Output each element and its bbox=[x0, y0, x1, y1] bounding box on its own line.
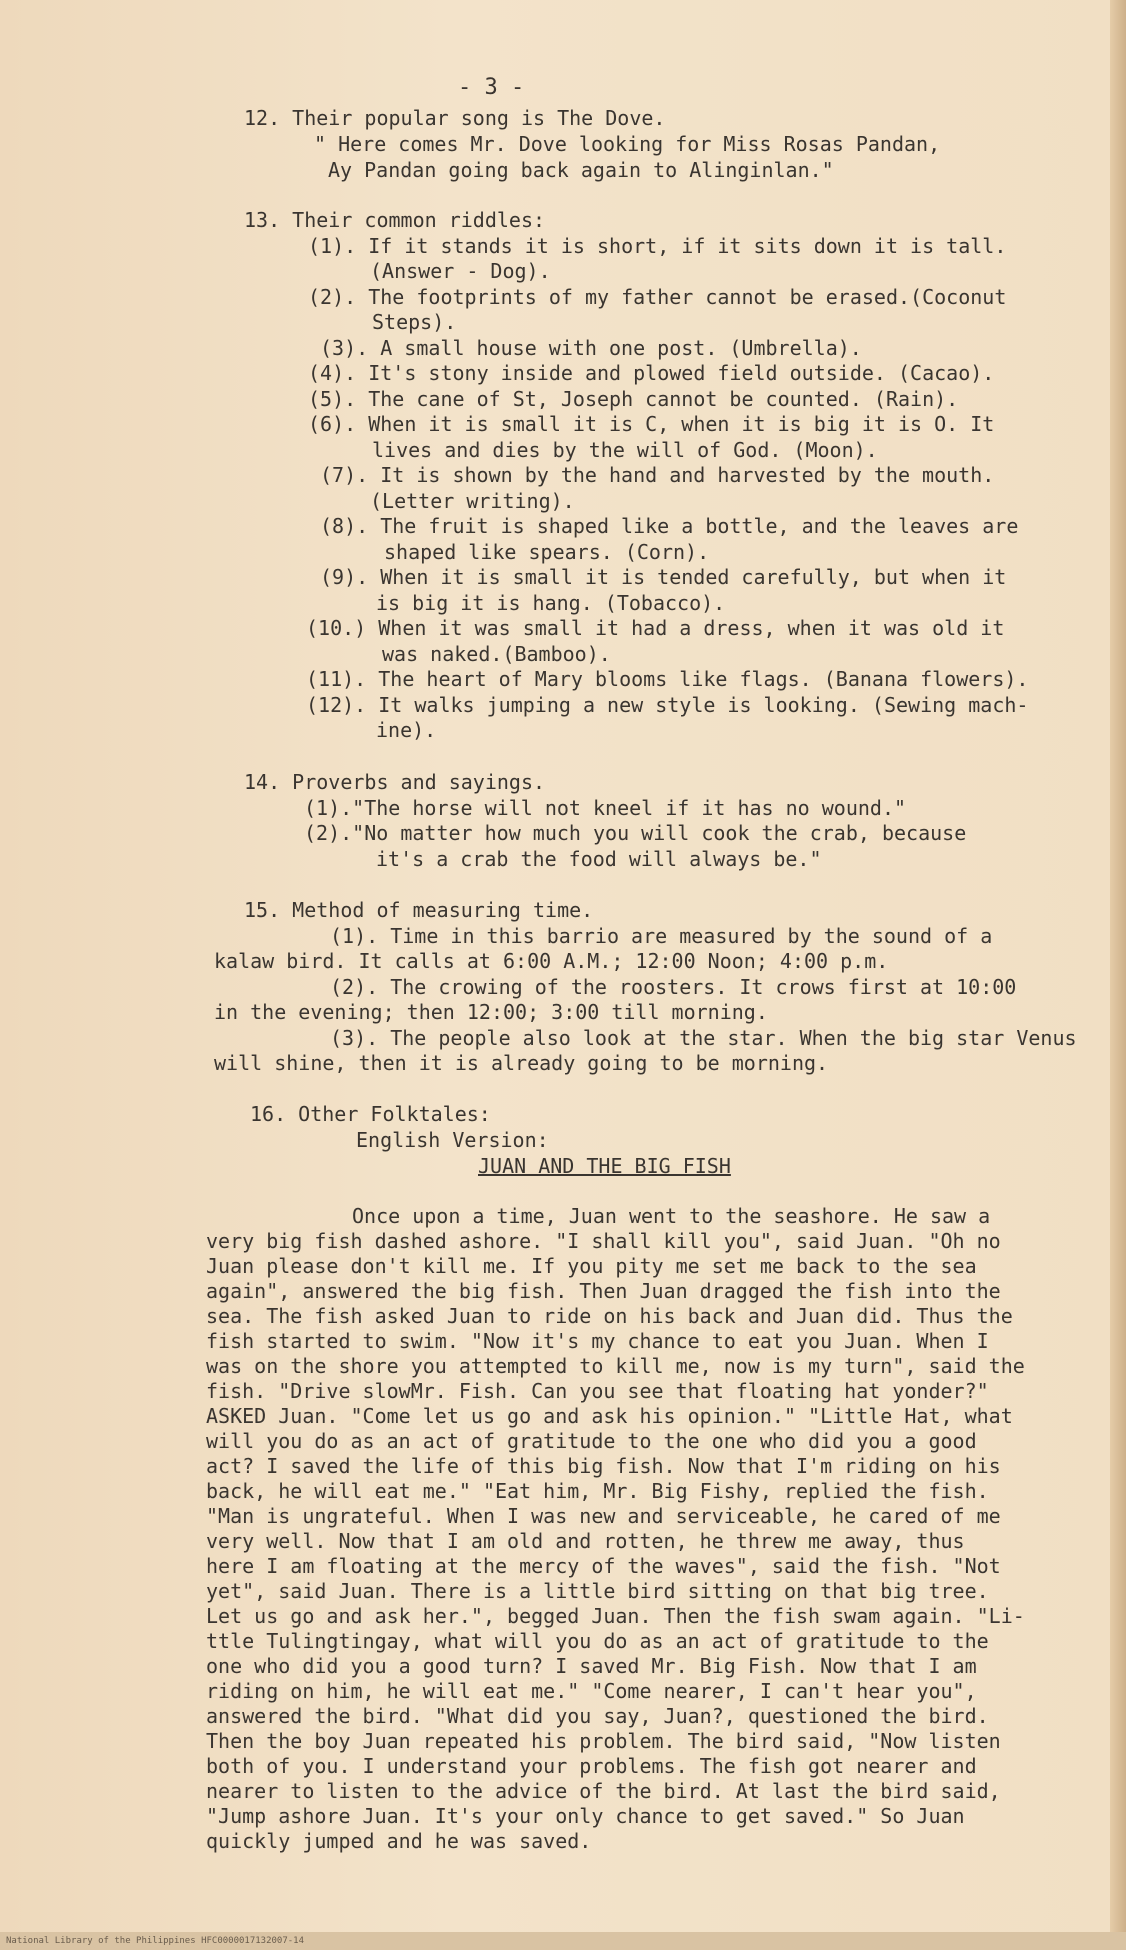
story-line: Then the boy Juan repeated his problem. The bird said, "Now listen bbox=[206, 1729, 1001, 1753]
story-line: both of you. I understand your problems. The fish got nearer and bbox=[206, 1754, 977, 1778]
song-line: Ay Pandan going back again to Alinginlan." bbox=[328, 158, 834, 182]
riddle-line: (Letter writing). bbox=[370, 489, 575, 513]
riddle-line: (5). The cane of St, Joseph cannot be counted. (Rain). bbox=[308, 387, 959, 411]
riddle-line: (1). If it stands it is short, if it sits down it is tall. bbox=[308, 234, 1007, 258]
story-line: very big fish dashed ashore. "I shall kill you", said Juan. "Oh no bbox=[206, 1229, 1001, 1253]
riddle-line: (2). The footprints of my father cannot be erased.(Coconut bbox=[308, 285, 1007, 309]
riddle-line: (12). It walks jumping a new style is looking. (Sewing mach- bbox=[306, 693, 1029, 717]
time-line: (1). Time in this barrio are measured by the sound of a bbox=[330, 924, 993, 948]
story-line: again", answered the big fish. Then Juan dragged the fish into the bbox=[206, 1279, 1001, 1303]
story-line: fish. "Drive slowMr. Fish. Can you see that floating hat yonder?" bbox=[206, 1379, 989, 1403]
riddle-line: is big it is hang. (Tobacco). bbox=[376, 591, 726, 615]
story-line: was on the shore you attempted to kill me, now is my turn", said the bbox=[206, 1354, 1025, 1378]
page-number: - 3 - bbox=[458, 75, 525, 100]
story-line: "Jump ashore Juan. It's your only chance to get saved." So Juan bbox=[206, 1804, 965, 1828]
story-line: Let us go and ask her.", begged Juan. Then the fish swam again. "Li- bbox=[206, 1604, 1025, 1628]
story-line: back, he will eat me." "Eat him, Mr. Big Fishy, replied the fish. bbox=[206, 1479, 989, 1503]
section-13-heading: 13. Their common riddles: bbox=[244, 208, 546, 232]
section-16-heading: 16. Other Folktales: bbox=[250, 1102, 491, 1126]
section-14-heading: 14. Proverbs and sayings. bbox=[244, 770, 546, 794]
riddle-line: (3). A small house with one post. (Umbrella). bbox=[320, 336, 862, 360]
story-line: sea. The fish asked Juan to ride on his back and Juan did. Thus the bbox=[206, 1304, 1013, 1328]
section-16-subheading: English Version: bbox=[356, 1128, 549, 1152]
riddle-line: ine). bbox=[376, 718, 437, 742]
time-line: (2). The crowing of the roosters. It crows first at 10:00 bbox=[330, 975, 1017, 999]
riddle-line: (4). It's stony inside and plowed field outside. (Cacao). bbox=[308, 361, 995, 385]
proverb-line: (1)."The horse will not kneel if it has no wound." bbox=[304, 796, 907, 820]
story-line: ASKED Juan. "Come let us go and ask his opinion." "Little Hat, what bbox=[206, 1404, 1013, 1428]
riddle-line: (9). When it is small it is tended carefully, but when it bbox=[320, 565, 1007, 589]
story-line: act? I saved the life of this big fish. Now that I'm riding on his bbox=[206, 1454, 1001, 1478]
story-line: fish started to swim. "Now it's my chance to eat you Juan. When I bbox=[206, 1329, 989, 1353]
riddle-line: lives and dies by the will of God. (Moon). bbox=[372, 438, 878, 462]
section-15-heading: 15. Method of measuring time. bbox=[244, 898, 594, 922]
song-line: " Here comes Mr. Dove looking for Miss Rosas Pandan, bbox=[314, 132, 941, 156]
riddle-line: (6). When it is small it is C, when it is big it is O. It bbox=[308, 412, 995, 436]
story-line: Juan please don't kill me. If you pity me set me back to the sea bbox=[206, 1254, 977, 1278]
story-line: quickly jumped and he was saved. bbox=[206, 1829, 592, 1853]
riddle-line: (Answer - Dog). bbox=[370, 259, 551, 283]
story-line: nearer to listen to the advice of the bird. At last the bird said, bbox=[206, 1779, 1001, 1803]
section-12-heading: 12. Their popular song is The Dove. bbox=[244, 106, 666, 130]
story-line: ttle Tulingtingay, what will you do as an act of gratitude to the bbox=[206, 1629, 989, 1653]
riddle-line: Steps). bbox=[372, 310, 457, 334]
riddle-line: was naked.(Bamboo). bbox=[382, 642, 611, 666]
story-line: yet", said Juan. There is a little bird sitting on that big tree. bbox=[206, 1579, 989, 1603]
story-line: riding on him, he will eat me." "Come nearer, I can't hear you", bbox=[206, 1679, 977, 1703]
archive-footer: National Library of the Philippines HFC0000017132007-14 bbox=[0, 1932, 1126, 1950]
story-line: answered the bird. "What did you say, Juan?, questioned the bird. bbox=[206, 1704, 989, 1728]
riddle-line: (8). The fruit is shaped like a bottle, and the leaves are bbox=[320, 514, 1019, 538]
story-line: Once upon a time, Juan went to the seashore. He saw a bbox=[352, 1204, 991, 1228]
time-line: in the evening; then 12:00; 3:00 till morning. bbox=[214, 1000, 768, 1024]
story-line: one who did you a good turn? I saved Mr. Big Fish. Now that I am bbox=[206, 1654, 977, 1678]
time-line: kalaw bird. It calls at 6:00 A.M.; 12:00 Noon; 4:00 p.m. bbox=[214, 949, 889, 973]
story-title: JUAN AND THE BIG FISH bbox=[478, 1154, 731, 1178]
story-line: very well. Now that I am old and rotten, he threw me away, thus bbox=[206, 1529, 965, 1553]
story-line: will you do as an act of gratitude to the one who did you a good bbox=[206, 1429, 977, 1453]
story-line: "Man is ungrateful. When I was new and serviceable, he cared of me bbox=[206, 1504, 1001, 1528]
proverb-line: it's a crab the food will always be." bbox=[376, 847, 822, 871]
story-line: here I am floating at the mercy of the waves", said the fish. "Not bbox=[206, 1554, 1001, 1578]
time-line: will shine, then it is already going to be morning. bbox=[214, 1051, 829, 1075]
riddle-line: (11). The heart of Mary blooms like flags. (Banana flowers). bbox=[306, 667, 1029, 691]
riddle-line: (7). It is shown by the hand and harvested by the mouth. bbox=[320, 463, 995, 487]
riddle-line: shaped like spears. (Corn). bbox=[384, 540, 710, 564]
page-edge bbox=[1110, 0, 1126, 1950]
time-line: (3). The people also look at the star. When the big star Venus bbox=[330, 1026, 1077, 1050]
proverb-line: (2)."No matter how much you will cook the crab, because bbox=[304, 821, 967, 845]
riddle-line: (10.) When it was small it had a dress, when it was old it bbox=[306, 616, 1005, 640]
